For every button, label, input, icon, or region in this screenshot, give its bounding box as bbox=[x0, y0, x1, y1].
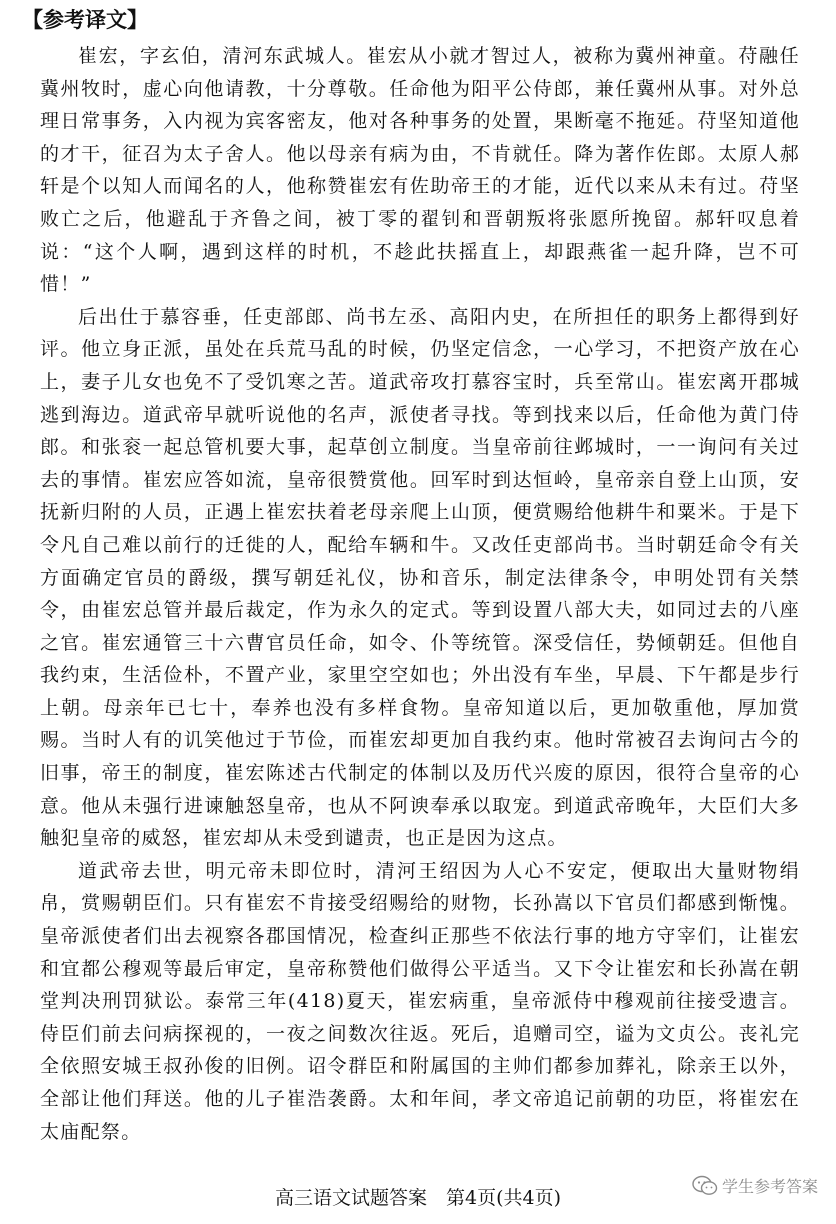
section-heading: 【参考译文】 bbox=[22, 8, 148, 32]
paragraph-2: 后出仕于慕容垂，任吏部郎、尚书左丞、高阳内史，在所担任的职务上都得到好评。他立身正派，虽处在兵荒马乱的时候，仍坚定信念，一心学习，不把资产放在心上，妻子儿女也免不了受饥寒之苦。道武帝攻打慕容宝时，兵至常山。崔宏离开郡城逃到海边。道武帝早就听说他的名声，派使者寻找。等到找来以后，任命他为黄门侍郎。和张衮一起总管机要大事，起草创立制度。当皇帝前往邺城时，一一询问有关过去的事情。崔宏应答如流，皇帝很赞赏他。回军时到达恒岭，皇帝亲自登上山顶，安抚新归附的人员，正遇上崔宏扶着老母亲爬上山顶，便赏赐给他耕牛和粟米。于是下令凡自己难以前行的迁徙的人，配给车辆和牛。又改任吏部尚书。当时朝廷命令有关方面确定官员的爵级，撰写朝廷礼仪，协和音乐，制定法律条令，申明处罚有关禁令，由崔宏总管并最后裁定，作为永久的定式。等到设置八部大夫，如同过去的八座之官。崔宏通管三十六曹官员任命，如令、仆等统管。深受信任，势倾朝廷。但他自我约束，生活俭朴，不置产业，家里空空如也；外出没有车坐，早晨、下午都是步行上朝。母亲年已七十，奉养也没有多样食物。皇帝知道以后，更加敬重他，厚加赏赐。当时人有的讥笑他过于节俭，而崔宏却更加自我约束。他时常被召去询问古今的旧事，帝王的制度，崔宏陈述古代制定的体制以及历代兴废的原因，很符合皇帝的心意。他从未强行进谏触怒皇帝，也从不阿谀奉承以取宠。到道武帝晚年，大臣们大多触犯皇帝的威怒，崔宏却从未受到谴责，也正是因为这点。 bbox=[40, 305, 800, 850]
watermark bbox=[692, 1174, 818, 1197]
paragraph-3: 道武帝去世，明元帝未即位时，清河王绍因为人心不安定，便取出大量财物绢帛，赏赐朝臣们。只有崔宏不肯接受绍赐给的财物，长孙嵩以下官员们都感到惭愧。皇帝派使者们出去视察各郡国情况，检查纠正那些不依法行事的地方守宰们，让崔宏和宜都公穆观等最后审定，皇帝称赞他们做得公平适当。又下令让崔宏和长孙嵩在朝堂判决刑罚狱讼。泰常三年(418)夏天，崔宏病重，皇帝派侍中穆观前往接受遗言。侍臣们前去问病探视的，一夜之间数次往返。死后，追赠司空，谥为文贞公。丧礼完全依照安城王叔孙俊的旧例。诏令群臣和附属国的主帅们都参加葬礼，除亲王以外，全部让他们拜送。他的儿子崔浩袭爵。太和年间，孝文帝追记前朝的功臣，将崔宏在太庙配祭。 bbox=[40, 859, 800, 1143]
paragraph-1: 崔宏，字玄伯，清河东武城人。崔宏从小就才智过人，被称为冀州神童。苻融任冀州牧时，虚心向他请教，十分尊敬。任命他为阳平公侍郎，兼任冀州从事。对外总理日常事务，入内视为宾客密友，他对各种事务的处置，果断毫不拖延。苻坚知道他的才干，征召为太子舍人。他以母亲有病为由，不肯就任。降为著作佐郎。太原人郝轩是个以知人而闻名的人，他称赞崔宏有佐助帝王的才能，近代以来从未有过。苻坚败亡之后，他避乱于齐鲁之间，被丁零的翟钊和晋朝叛将张愿所挽留。郝轩叹息着说：“这个人啊，遇到这样的时机，不趁此扶摇直上，却跟燕雀一起升降，岂不可惜！” bbox=[40, 45, 800, 296]
watermark-text: 学生参考答案 bbox=[721, 1177, 818, 1196]
translation-body bbox=[40, 40, 800, 1148]
page-footer: 高三语文试题答案 第4页(共4页) bbox=[274, 1187, 561, 1209]
wechat-icon bbox=[692, 1175, 718, 1197]
